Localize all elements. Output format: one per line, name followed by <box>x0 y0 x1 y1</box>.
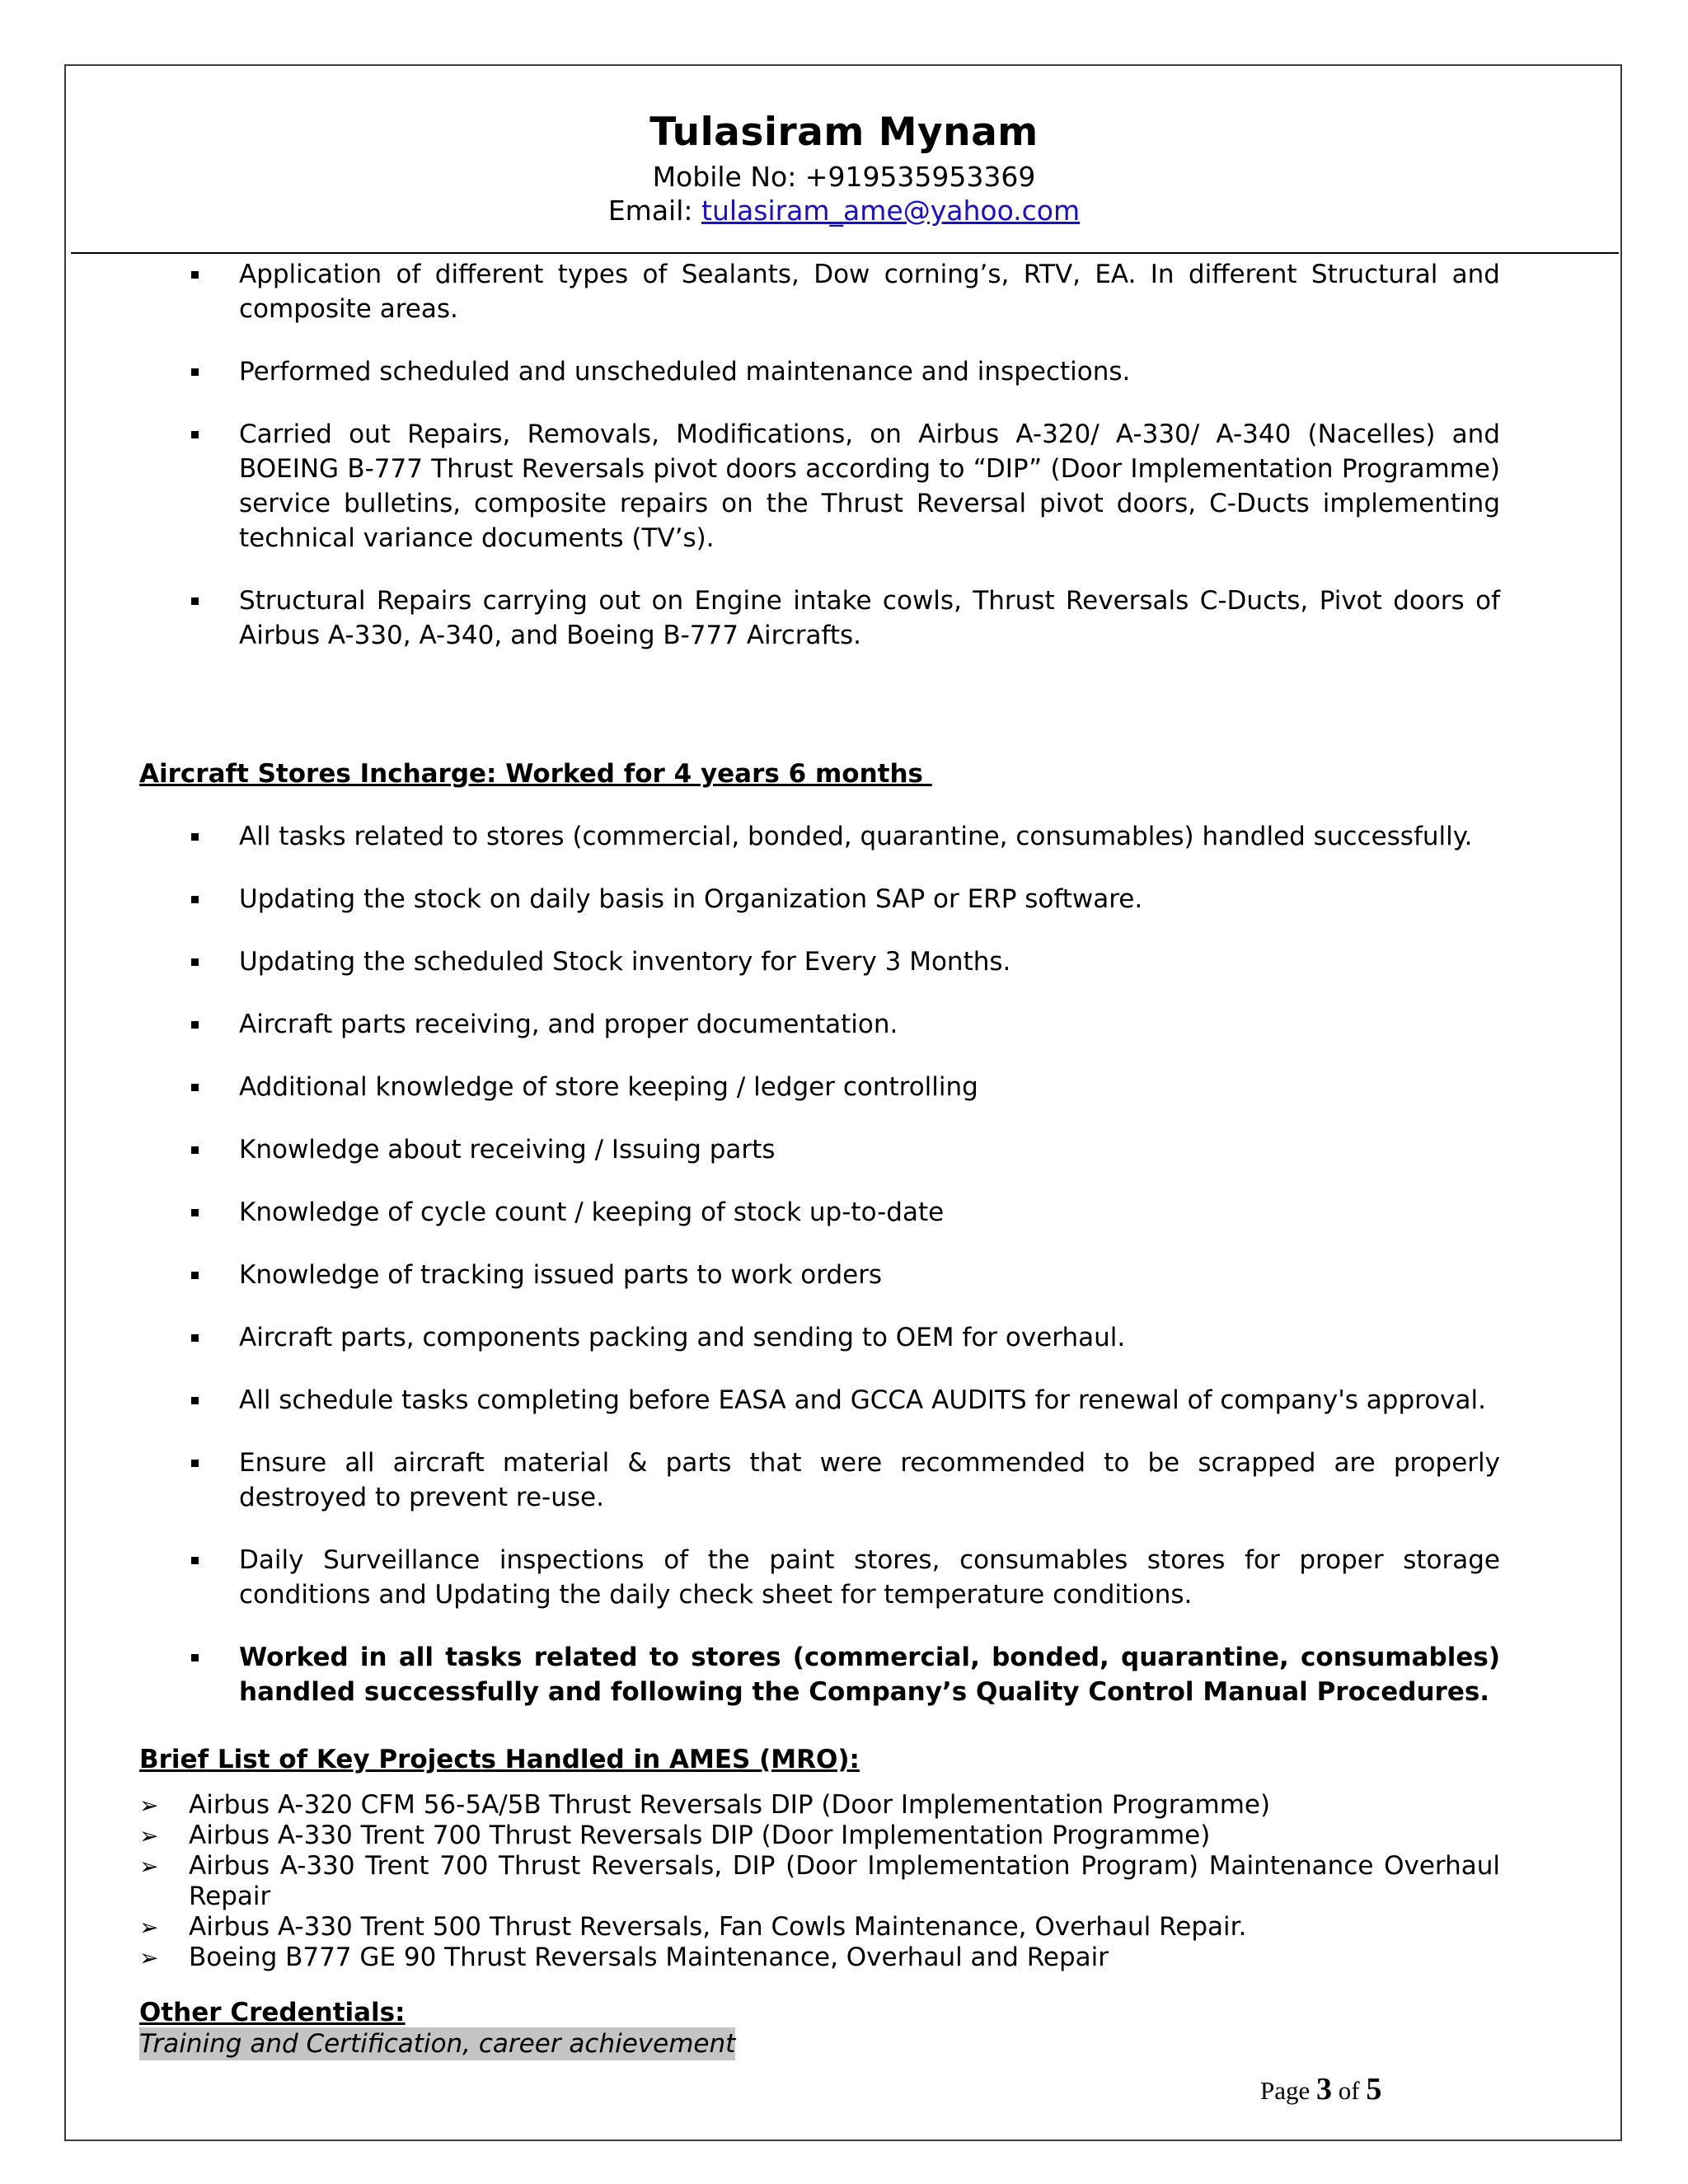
email-label: Email: <box>607 194 701 227</box>
list-item: All tasks related to stores (commercial, bonded, quarantine, consumables) handled successfully. <box>139 819 1500 854</box>
projects-section-heading: Brief List of Key Projects Handled in AMES (MRO): <box>139 1745 860 1774</box>
arrow-bullet-icon: ➢ <box>139 1792 159 1819</box>
list-item: All schedule tasks completing before EASA and GCCA AUDITS for renewal of company's approval. <box>139 1383 1500 1418</box>
square-bullet-icon <box>191 833 199 841</box>
arrow-bullet-icon: ➢ <box>139 1944 159 1971</box>
projects-list <box>139 1790 1500 1973</box>
credentials-subheading: Training and Certification, career achievement <box>139 2029 736 2059</box>
email-line <box>0 194 1688 227</box>
arrow-bullet-icon: ➢ <box>139 1914 159 1941</box>
square-bullet-icon <box>191 431 199 438</box>
list-item: Application of different types of Sealants, Dow corning’s, RTV, EA. In different Structural and composite areas. <box>139 257 1500 326</box>
arrow-bullet-icon: ➢ <box>139 1822 159 1849</box>
stores-bullet-list <box>139 819 1500 1709</box>
list-item: ➢ Airbus A-330 Trent 700 Thrust Reversals, DIP (Door Implementation Program) Maintenance Overhaul Repair <box>139 1851 1500 1911</box>
list-item: ➢ Boeing B777 GE 90 Thrust Reversals Maintenance, Overhaul and Repair <box>139 1943 1109 1972</box>
mobile-number: Mobile No: +919535953369 <box>652 161 1036 193</box>
list-item: Knowledge of tracking issued parts to work orders <box>139 1258 1500 1292</box>
list-item: Ensure all aircraft material & parts that were recommended to be scrapped are properly destroyed to prevent re-use. <box>139 1446 1500 1515</box>
list-item: Updating the stock on daily basis in Organization SAP or ERP software. <box>139 882 1500 916</box>
square-bullet-icon <box>191 368 199 376</box>
stores-section-heading: Aircraft Stores Incharge: Worked for 4 years 6 months <box>139 759 932 789</box>
square-bullet-icon <box>191 271 199 279</box>
total-pages-number: 5 <box>1366 2072 1382 2107</box>
of-word: of <box>1338 2076 1360 2105</box>
list-item: Structural Repairs carrying out on Engine intake cowls, Thrust Reversals C-Ducts, Pivot doors of Airbus A-330, A-340, and Boeing B-777 Aircrafts. <box>139 583 1500 653</box>
list-item: Aircraft parts receiving, and proper documentation. <box>139 1007 1500 1042</box>
square-bullet-icon <box>191 1209 199 1216</box>
square-bullet-icon <box>191 1460 199 1467</box>
square-bullet-icon <box>191 1334 199 1342</box>
list-item-emphasis: Worked in all tasks related to stores (commercial, bonded, quarantine, consumables) handled successfully and following the Company’s Quality Control Manual Procedures. <box>139 1640 1500 1709</box>
square-bullet-icon <box>191 958 199 966</box>
square-bullet-icon <box>191 598 199 605</box>
experience-bullet-list <box>139 257 1500 653</box>
resume-header <box>0 105 1688 227</box>
list-item: Additional knowledge of store keeping / ledger controlling <box>139 1070 1500 1104</box>
list-item: ➢ Airbus A-330 Trent 500 Thrust Reversals, Fan Cowls Maintenance, Overhaul Repair. <box>139 1912 1247 1942</box>
header-divider <box>71 252 1619 254</box>
square-bullet-icon <box>191 1146 199 1154</box>
list-item: Performed scheduled and unscheduled maintenance and inspections. <box>139 354 1500 389</box>
list-item: Updating the scheduled Stock inventory for Every 3 Months. <box>139 944 1500 979</box>
list-item: Carried out Repairs, Removals, Modifications, on Airbus A-320/ A-330/ A-340 (Nacelles) and BOEING B-777 Thrust Reversals pivot doors according to “DIP” (Door Implementation Programme) service bulletins, composite repairs on the Thrust Reversal pivot doors, C-Ducts implementing technical variance documents (TV’s). <box>139 417 1500 555</box>
page-word: Page <box>1260 2076 1311 2105</box>
square-bullet-icon <box>191 896 199 903</box>
credentials-heading: Other Credentials: <box>139 1998 406 2027</box>
square-bullet-icon <box>191 1084 199 1091</box>
email-link[interactable]: tulasiram_ame@yahoo.com <box>701 194 1081 227</box>
square-bullet-icon <box>191 1272 199 1279</box>
list-item: Aircraft parts, components packing and sending to OEM for overhaul. <box>139 1320 1500 1355</box>
current-page-number: 3 <box>1316 2072 1333 2107</box>
arrow-bullet-icon: ➢ <box>139 1853 159 1880</box>
resume-body <box>139 257 1500 2060</box>
candidate-name: Tulasiram Mynam <box>649 110 1039 155</box>
list-item: Knowledge about receiving / Issuing parts <box>139 1132 1500 1167</box>
square-bullet-icon <box>191 1557 199 1564</box>
list-item: ➢ Airbus A-320 CFM 56-5A/5B Thrust Reversals DIP (Door Implementation Programme) <box>139 1790 1271 1820</box>
square-bullet-icon <box>191 1397 199 1404</box>
list-item: Knowledge of cycle count / keeping of stock up-to-date <box>139 1195 1500 1230</box>
list-item: Daily Surveillance inspections of the paint stores, consumables stores for proper storage conditions and Updating the daily check sheet for temperature conditions. <box>139 1543 1500 1612</box>
square-bullet-icon <box>191 1021 199 1029</box>
page-number <box>1260 2071 1381 2107</box>
list-item: ➢ Airbus A-330 Trent 700 Thrust Reversals DIP (Door Implementation Programme) <box>139 1821 1211 1850</box>
square-bullet-icon <box>191 1654 199 1661</box>
